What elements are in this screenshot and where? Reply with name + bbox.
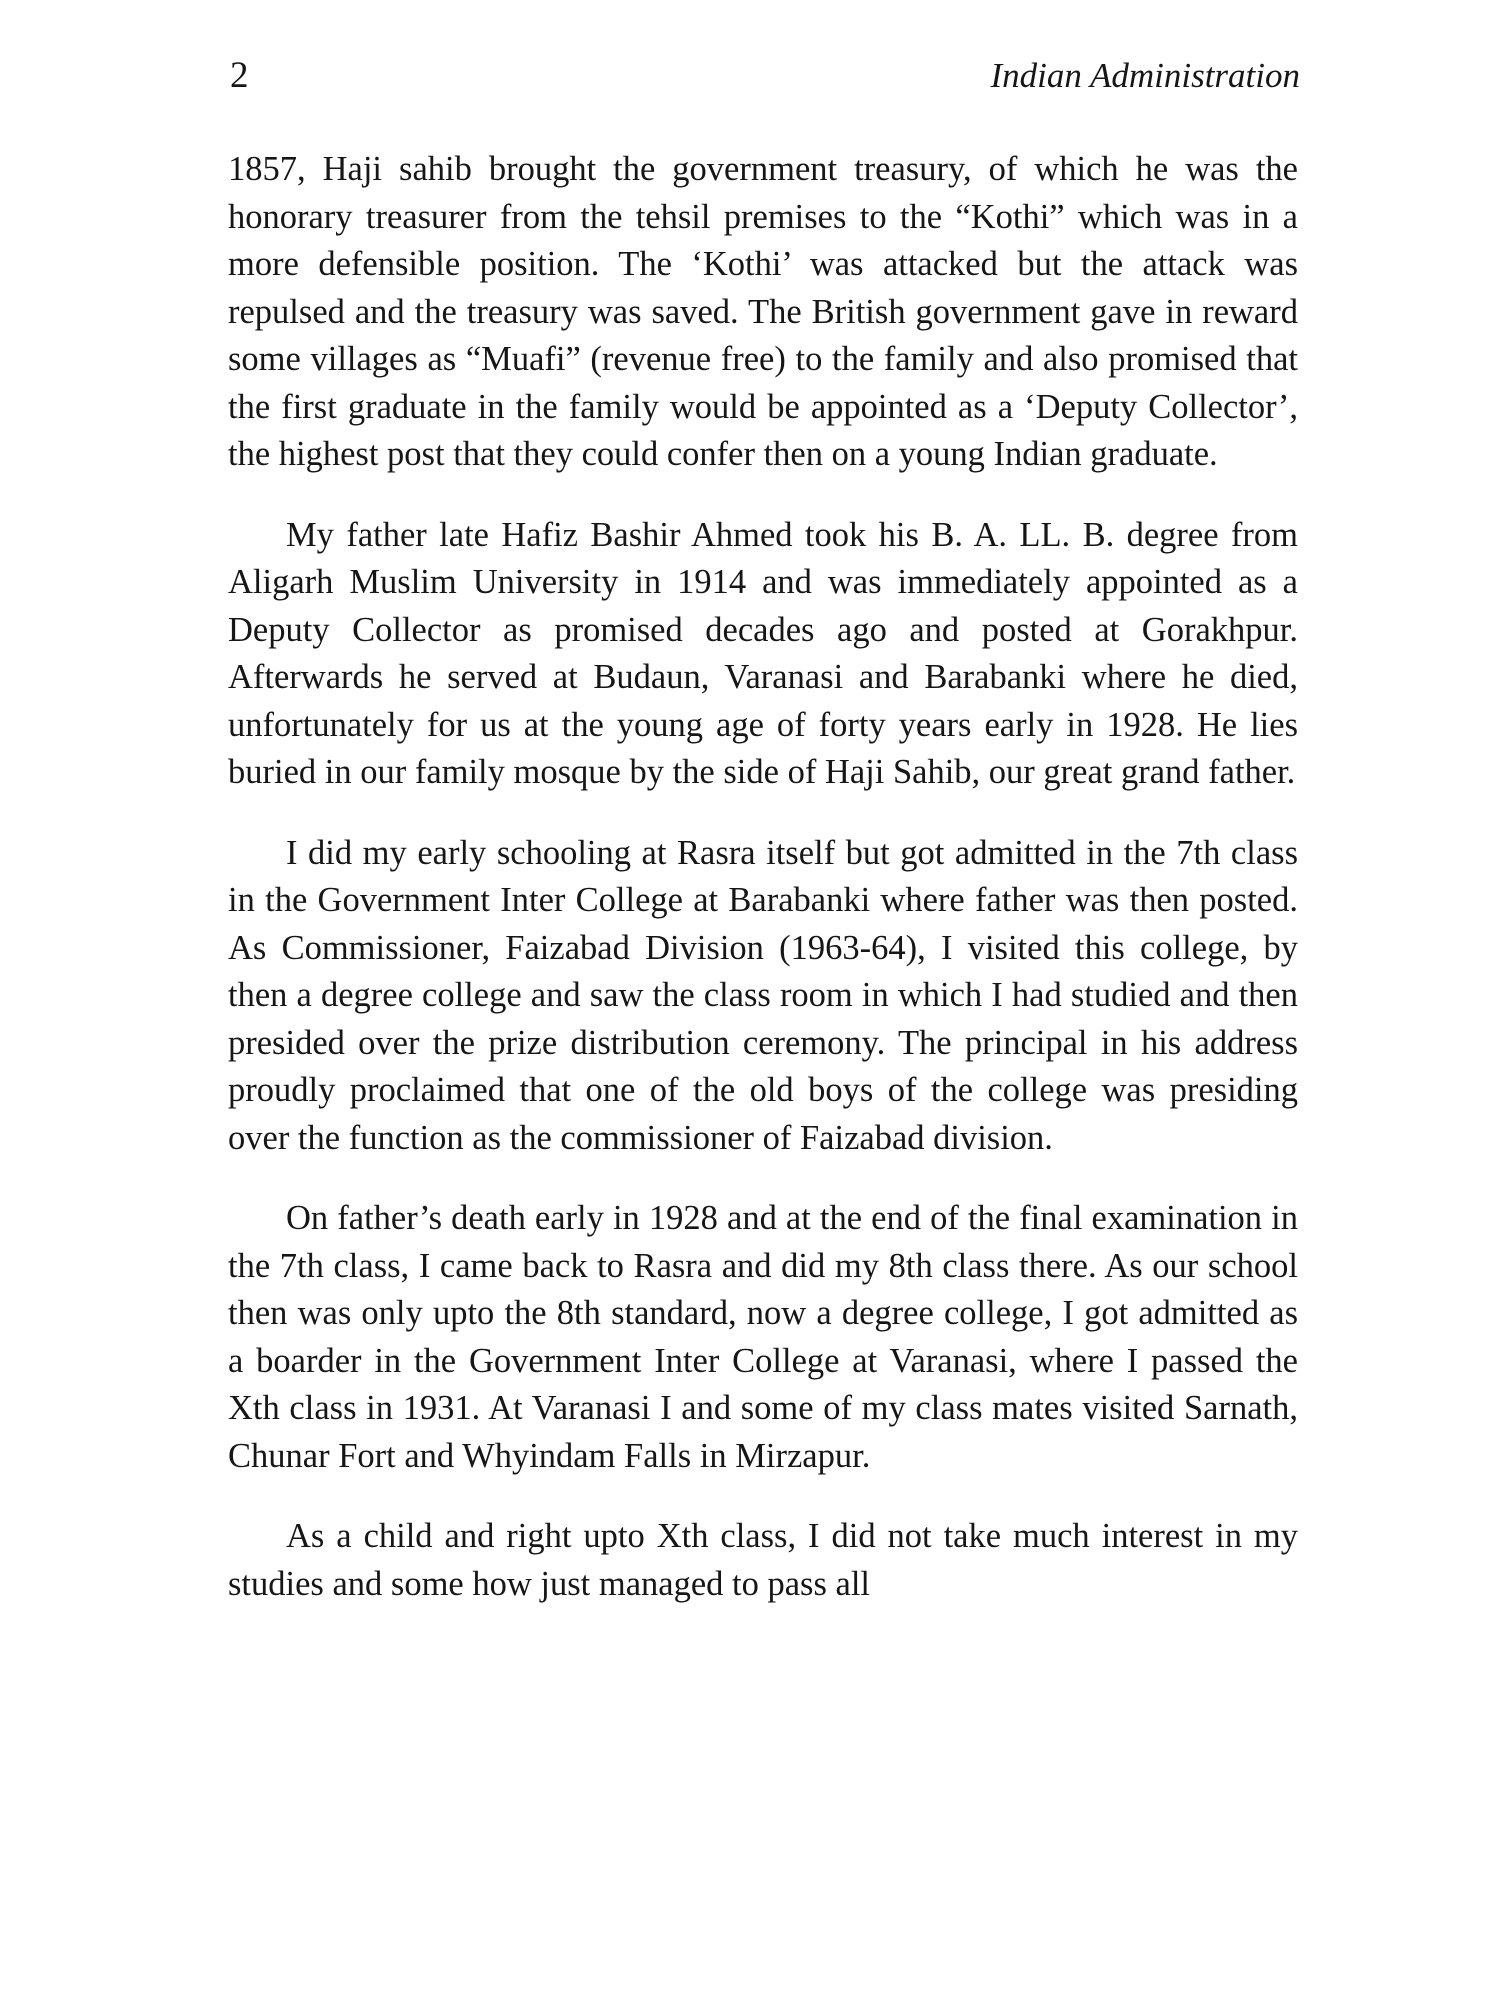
paragraph-1: 1857, Haji sahib brought the government treasury, of which he was the honorary treasurer from the tehsil premises to the “Kothi” which was in a more defensible position. The ‘Kothi’ was attacked but the attack was repulsed and the treasury was saved. The British government gave in reward some villages as “Muafi” (revenue free) to the family and also promised that the first graduate in the family would be appointed as a ‘Deputy Collector’, the highest post that they could confer then on a young Indian graduate. [228,150,1298,473]
paragraph-4: On father’s death early in 1928 and at the end of the final examination in the 7th class, I came back to Rasra and did my 8th class there. As our school then was only upto the 8th standard, now a degree college, I got admitted as a boarder in the Government Inter College at Varanasi, where I passed the Xth class in 1931. At Varanasi I and some of my class mates visited Sarnath, Chunar Fort and Whyindam Falls in Mirzapur. [228,1199,1298,1475]
paragraph-3: I did my early schooling at Rasra itself but got admitted in the 7th class in the Government Inter College at Barabanki where father was then posted. As Commissioner, Faizabad Division (1963-64), I visited this college, by then a degree college and saw the class room in which I had studied and then presided over the prize distribution ceremony. The principal in his address proudly proclaimed that one of the old boys of the college was presiding over the function as the commissioner of Faizabad division. [228,833,1298,1157]
page-header [230,52,1300,100]
paragraph-5: As a child and right upto Xth class, I did not take much interest in my studies and some how just managed to pass all [228,1517,1298,1603]
paragraph-2: My father late Hafiz Bashir Ahmed took his B. A. LL. B. degree from Aligarh Muslim University in 1914 and was immediately appointed as a Deputy Collector as promised decades ago and posted at Gorakhpur. Afterwards he served at Budaun, Varanasi and Barabanki where he died, unfortunately for us at the young age of forty years early in 1928. He lies buried in our family mosque by the side of Haji Sahib, our great grand father. [228,515,1298,791]
page-number: 2 [230,55,249,96]
body-text [228,146,1298,1608]
running-head: Indian Administration [990,56,1300,95]
